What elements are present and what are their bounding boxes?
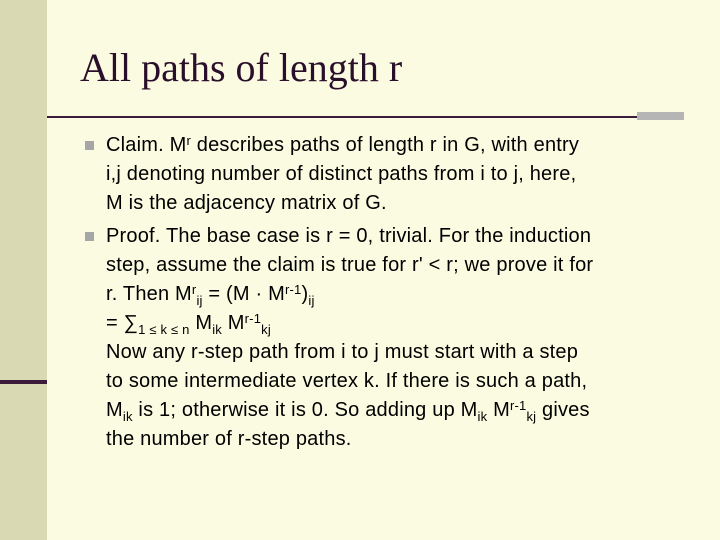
claim-line-3: M is the adjacency matrix of G. bbox=[106, 192, 387, 214]
proof-line-1: Proof. The base case is r = 0, trivial. For the induction bbox=[106, 225, 592, 247]
proof-line-7: $M_{ik}$ is 1; otherwise it is 0. So adding up $M_{ik}$ $M^{r-1}_{kj}$ gives bbox=[106, 398, 590, 424]
proof-line-4: = $\sum_{1 \le k \le n}$ $M_{ik}$ $M^{r-1}_{kj}$ bbox=[106, 311, 271, 337]
proof-line-2: step, assume the claim is true for r' < r; we prove it for bbox=[106, 254, 594, 276]
proof-line-3: r. Then $M^r_{ij} = (M \cdot M^{r-1})_{ij}$ bbox=[106, 282, 315, 308]
proof-line-6: to some intermediate vertex k. If there is such a path, bbox=[106, 370, 588, 392]
proof-line-5: Now any r-step path from i to j must start with a step bbox=[106, 341, 579, 363]
bullet-claim-icon bbox=[85, 141, 94, 150]
claim-line-2: i,j denoting number of distinct paths from i to j, here, bbox=[106, 163, 577, 185]
bullet-proof-icon bbox=[85, 232, 94, 241]
slide-title: All paths of length r bbox=[80, 45, 403, 90]
title-divider-accent bbox=[637, 112, 684, 120]
left-decor-band bbox=[0, 0, 47, 540]
title-divider bbox=[47, 116, 637, 118]
left-decor-accent bbox=[0, 380, 47, 384]
claim-line-1: Claim. $M^r$ describes paths of length r in G, with entry bbox=[106, 133, 580, 156]
proof-line-8: the number of r-step paths. bbox=[106, 428, 352, 450]
claim-paragraph bbox=[106, 131, 696, 218]
proof-paragraph bbox=[106, 222, 696, 454]
